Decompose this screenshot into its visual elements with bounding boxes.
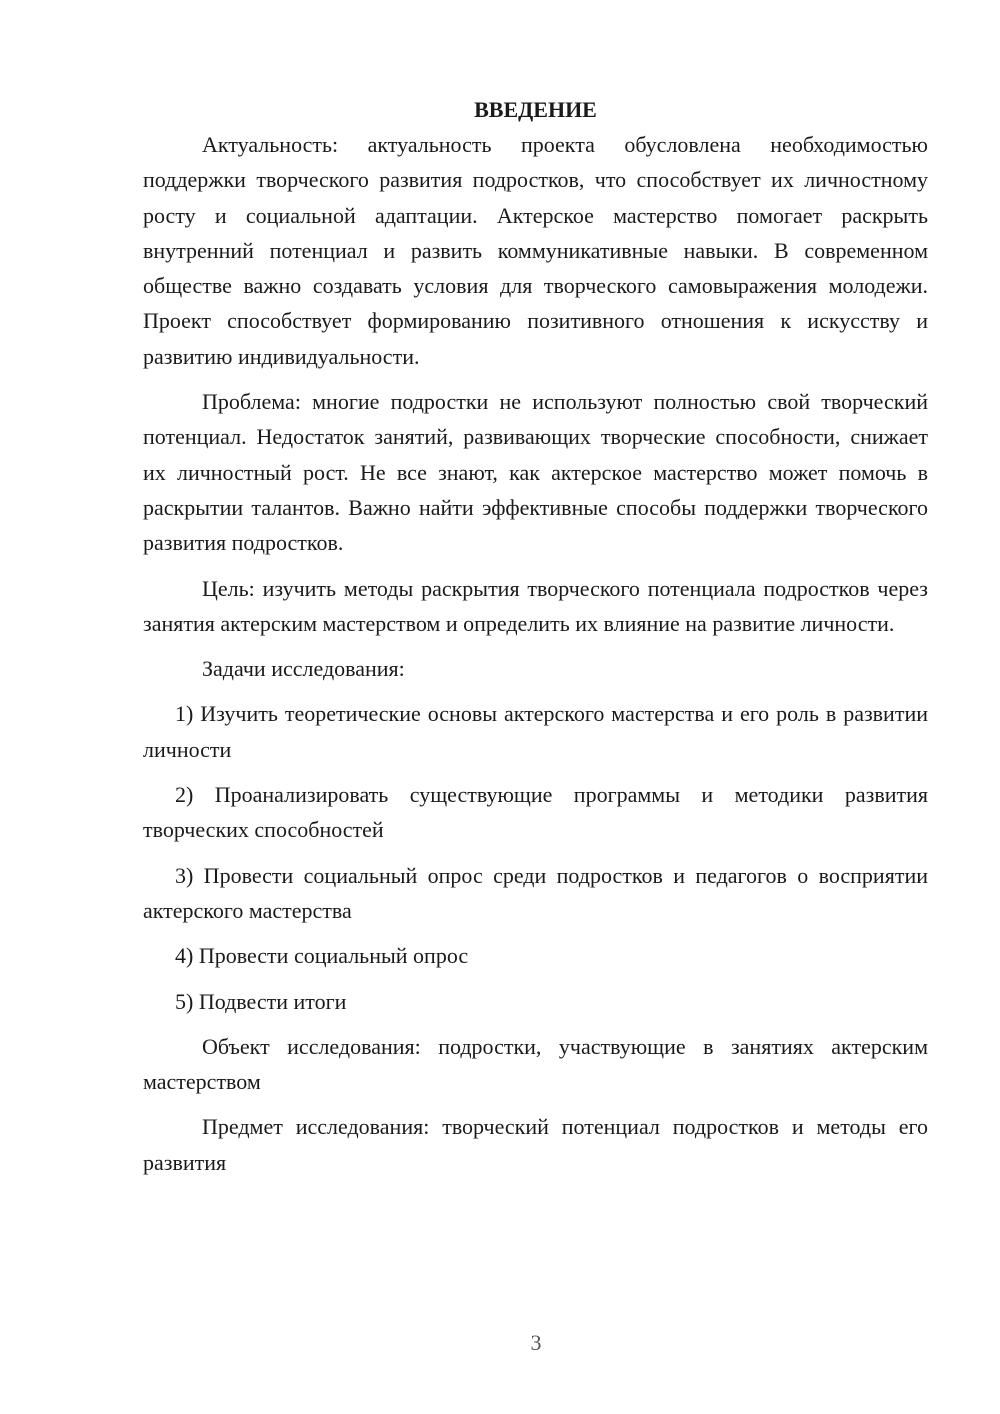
paragraph-goal: Цель: изучить методы раскрытия творческого потенциала подростков через занятия актерским мастерством и определить их влияние на развитие личности. — [143, 575, 928, 636]
document-page — [143, 92, 928, 1190]
paragraph-tasks-heading: Задачи исследования: — [202, 656, 405, 682]
list-item-task-5: 5) Подвести итоги — [175, 988, 347, 1014]
paragraph-relevance: Актуальность: актуальность проекта обусловлена необходимостью поддержки творческого развития подростков, что способствует их личностному росту и социальной адаптации. Актерское мастерство помогает раскрыть внутренний потенциал и развить коммуникативные навыки. В современном обществе важно создавать условия для творческого самовыражения молодежи. Проект способствует формированию позитивного отношения к искусству и развитию индивидуальности. — [143, 132, 928, 369]
list-item-task-2: 2) Проанализировать существующие программы и методики развития творческих способностей — [143, 782, 928, 843]
page-number: 3 — [530, 1330, 542, 1355]
list-item-task-1: 1) Изучить теоретические основы актерского мастерства и его роль в развитии личности — [143, 701, 928, 762]
paragraph-object: Объект исследования: подростки, участвующие в занятиях актерским мастерством — [143, 1033, 928, 1095]
list-item-task-4: 4) Провести социальный опрос — [175, 943, 469, 969]
list-item-task-3: 3) Провести социальный опрос среди подростков и педагогов о восприятии актерского мастерства — [143, 862, 928, 923]
paragraph-problem: Проблема: многие подростки не используют полностью свой творческий потенциал. Недостаток занятий, развивающих творческие способности, снижает их личностный рост. Не все знают, как актерское мастерство может помочь в раскрытии талантов. Важно найти эффективные способы поддержки творческого развития подростков. — [143, 389, 928, 556]
paragraph-subject: Предмет исследования: творческий потенциал подростков и методы его развития — [143, 1114, 928, 1175]
page-title: ВВЕДЕНИЕ — [474, 97, 597, 122]
